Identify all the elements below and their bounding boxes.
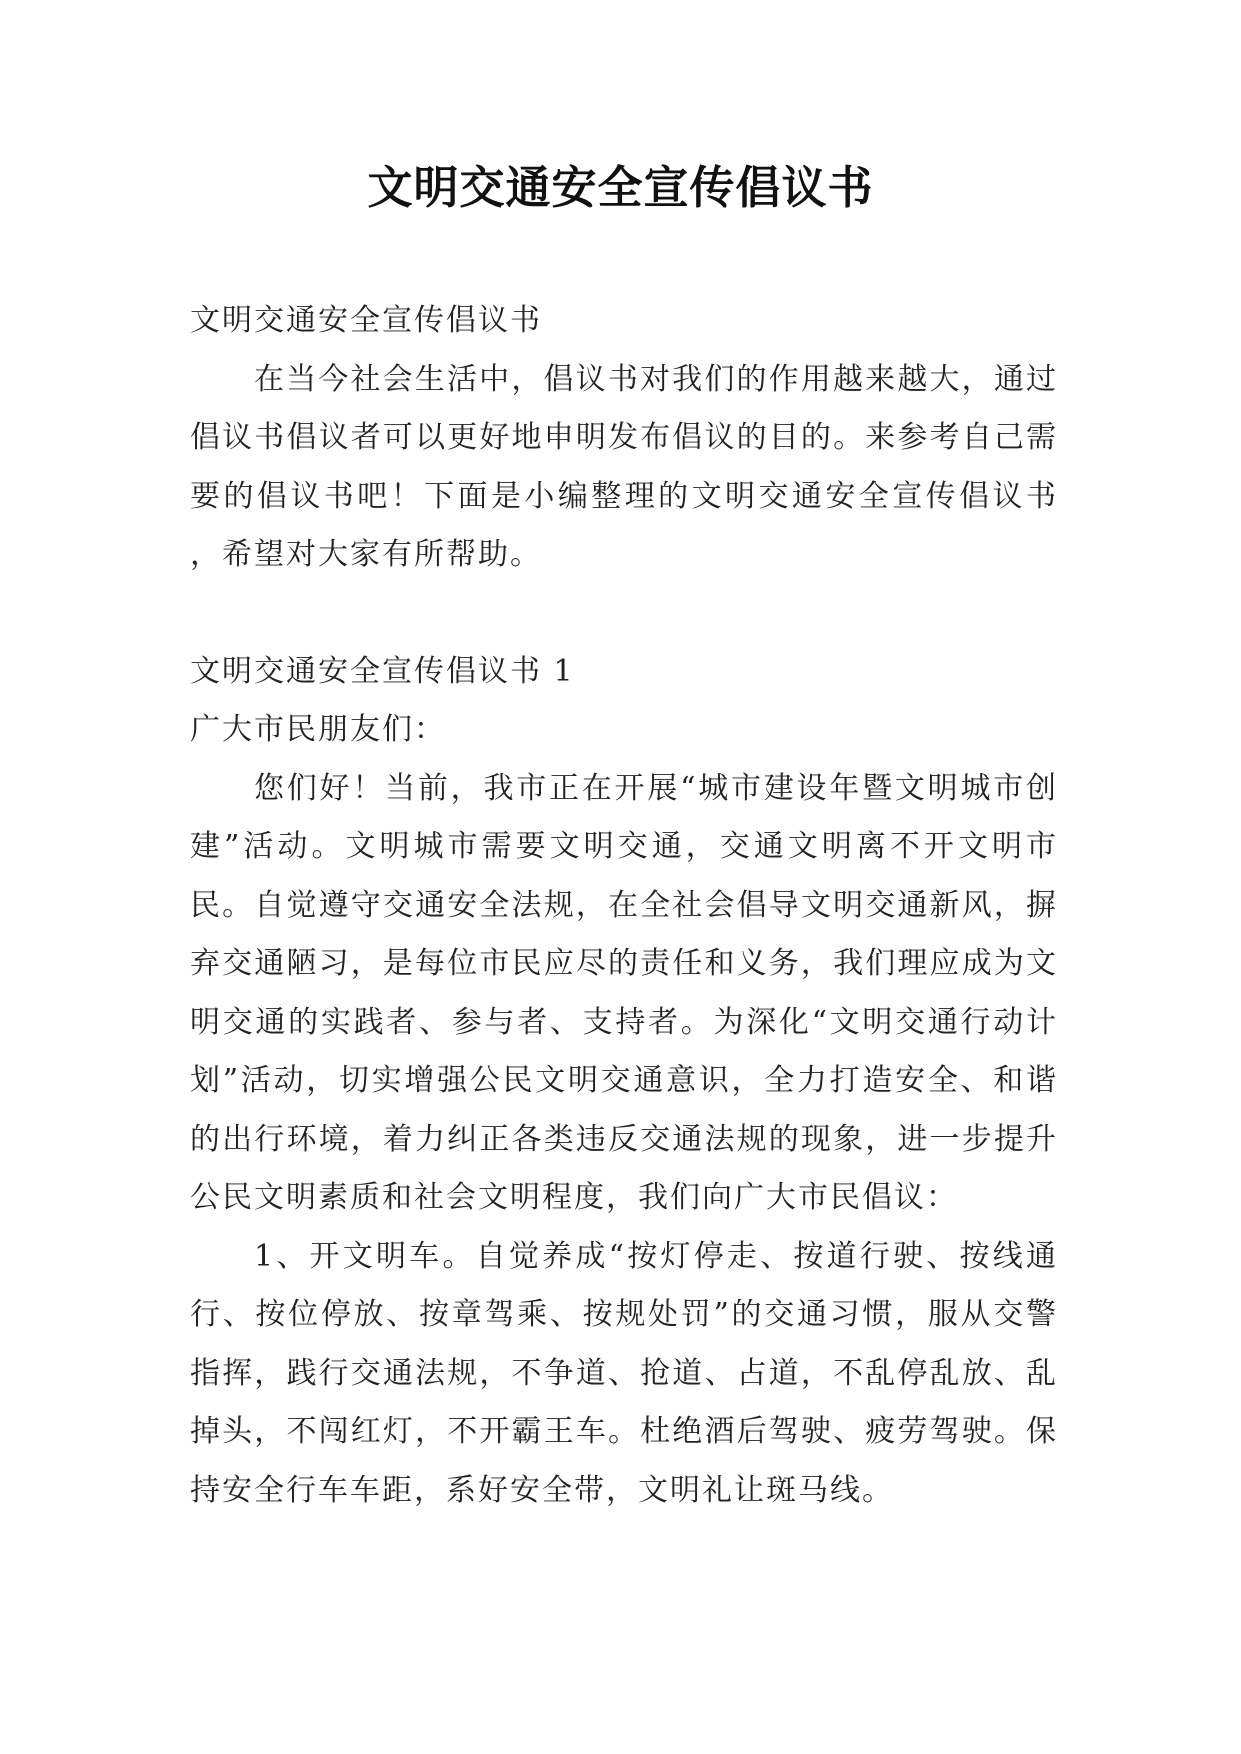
document-title: 文明交通安全宣传倡议书 [367, 161, 874, 214]
intro-paragraph: 在当今社会生活中，倡议书对我们的作用越来越大，通过倡议书倡议者可以更好地申明发布倡议的目的。来参考自己需要的倡议书吧！下面是小编整理的文明交通安全宣传倡议书 ，希望对大家有所帮助。 [190, 361, 1058, 572]
document-body [190, 292, 1058, 1520]
paragraph-gap [190, 585, 1058, 643]
section-heading: 文明交通安全宣传倡议书 1 [190, 653, 575, 689]
salutation: 广大市民朋友们： [190, 712, 446, 747]
subtitle: 文明交通安全宣传倡议书 [190, 303, 542, 338]
body-paragraph-2: 1、开文明车。自觉养成“按灯停走、按道行驶、按线通行、按位停放、按章驾乘、按规处罚”的交通习惯，服从交警指挥，践行交通法规，不争道、抢道、占道，不乱停乱放、乱掉头，不闯红灯，不开霸王车。杜绝酒后驾驶、疲劳驾驶。保持安全行车车距，系好安全带，文明礼让斑马线。 [190, 1238, 1058, 1508]
body-paragraph-1: 您们好！当前，我市正在开展“城市建设年暨文明城市创建”活动。文明城市需要文明交通，交通文明离不开文明市民。自觉遵守交通安全法规，在全社会倡导文明交通新风，摒弃交通陋习，是每位市民应尽的责任和义务，我们理应成为文明交通的实践者、参与者、支持者。为深化“文明交通行动计划”活动，切实增强公民文明交通意识，全力打造安全、和谐的出行环境，着力纠正各类违反交通法规的现象，进一步提升公民文明素质和社会文明程度，我们向广大市民倡议： [190, 770, 1058, 1215]
